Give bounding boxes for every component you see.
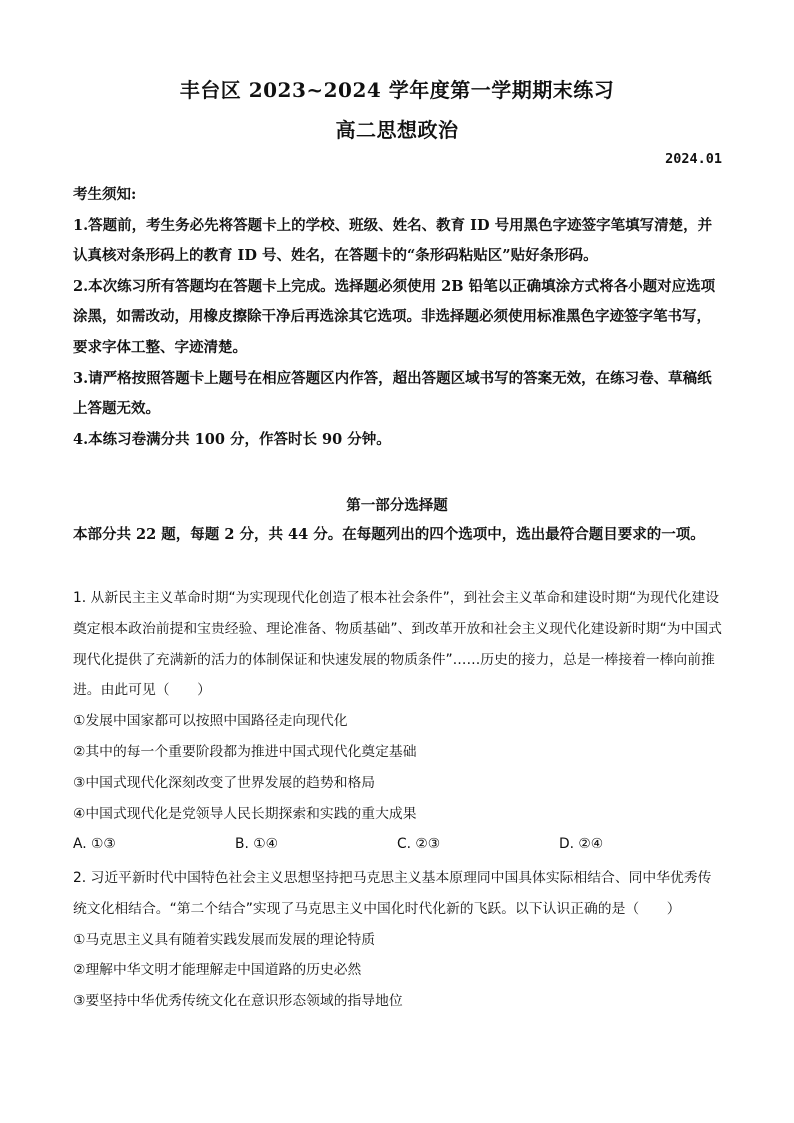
section-title: 第一部分选择题 xyxy=(346,497,448,514)
answer-options xyxy=(73,829,723,860)
section-description: 本部分共 22 题，每题 2 分，共 44 分。在每题列出的四个选项中，选出最符合题目要求的一项。 xyxy=(73,526,705,543)
option-b: B. ①④ xyxy=(235,836,278,853)
notice-item: 4.本练习卷满分共 100 分，作答时长 90 分钟。 xyxy=(73,430,391,448)
notice-item: 2.本次练习所有答题均在答题卡上完成。选择题必须使用 2B 铅笔以正确填涂方式将各小题对应选项涂黑，如需改动，用橡皮擦除干净后再选涂其它选项。非选择题必须使用标准黑色字迹签字笔书写，要求字体工整、字迹清楚。 xyxy=(73,277,716,356)
exam-date: 2024.01 xyxy=(665,151,722,167)
question-stem: 2. 习近平新时代中国特色社会主义思想坚持把马克思主义基本原理同中国具体实际相结合、同中华优秀传统文化相结合。“第二个结合”实现了马克思主义中国化时代化新的飞跃。以下认识正确的是（ ） xyxy=(73,870,712,917)
notice-heading: 考生须知: xyxy=(73,186,137,203)
candidate-notice xyxy=(73,180,723,455)
notice-item: 3.请严格按照答题卡上题号在相应答题区内作答，超出答题区域书写的答案无效，在练习卷、草稿纸上答题无效。 xyxy=(73,369,712,418)
option-a: A. ①③ xyxy=(73,836,116,853)
question-statement: ②其中的每一个重要阶段都为推进中国式现代化奠定基础 xyxy=(73,743,417,760)
question-1 xyxy=(73,583,723,860)
option-c: C. ②③ xyxy=(397,836,441,853)
question-2 xyxy=(73,863,723,1017)
notice-item: 1.答题前，考生务必先将答题卡上的学校、班级、姓名、教育 ID 号用黑色字迹签字笔填写清楚，并认真核对条形码上的教育 ID 号、姓名，在答题卡的“条形码粘贴区”贴好条形码。 xyxy=(73,216,713,265)
question-statement: ①马克思主义具有随着实践发展而发展的理论特质 xyxy=(73,931,376,948)
option-d: D. ②④ xyxy=(559,836,604,853)
question-statement: ③要坚持中华优秀传统文化在意识形态领域的指导地位 xyxy=(73,993,403,1010)
exam-title: 丰台区 2023~2024 学年度第一学期期末练习 xyxy=(179,78,615,102)
question-statement: ①发展中国家都可以按照中国路径走向现代化 xyxy=(73,713,348,730)
question-statement: ④中国式现代化是党领导人民长期探索和实践的重大成果 xyxy=(73,805,417,822)
question-statement: ②理解中华文明才能理解走中国道路的历史必然 xyxy=(73,962,362,979)
exam-subject: 高二思想政治 xyxy=(335,118,459,142)
question-statement: ③中国式现代化深刻改变了世界发展的趋势和格局 xyxy=(73,774,376,791)
question-stem: 1. 从新民主主义革命时期“为实现现代化创造了根本社会条件”，到社会主义革命和建设时期“为现代化建设奠定根本政治前提和宝贵经验、理论准备、物质基础”、到改革开放和社会主义现代化建设新时期“为中国式现代化提供了充满新的活力的体制保证和快速发展的物质条件”……历史的接力，总是一棒接着一棒向前推进。由此可见（ ） xyxy=(73,590,722,699)
